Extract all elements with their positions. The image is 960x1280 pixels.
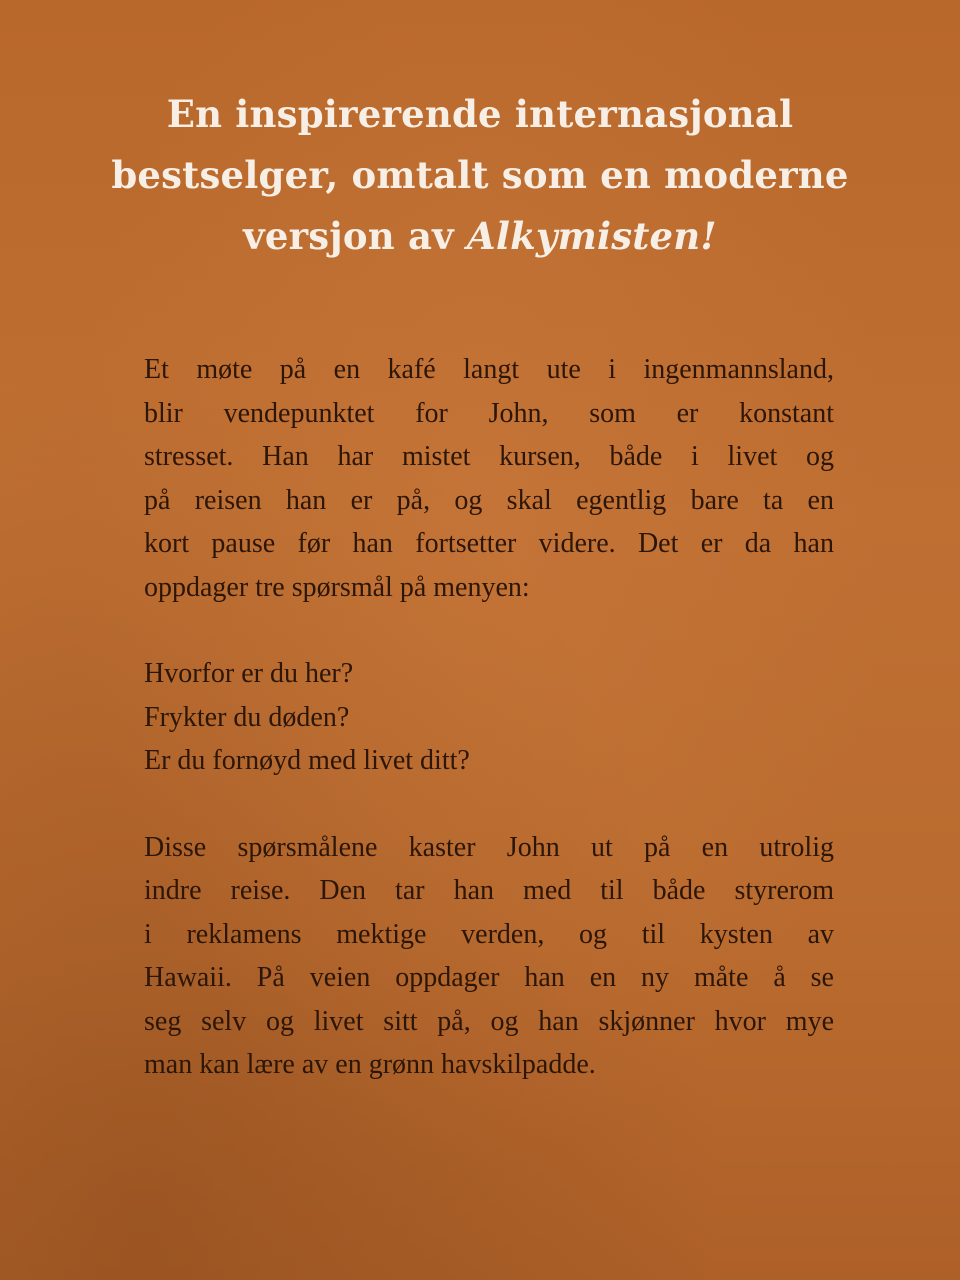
text-line: oppdager tre spørsmål på menyen: [144,571,530,603]
text-line: blir vendepunktet for John, som er konstant [144,397,834,429]
text-line: i reklamens mektige verden, og til kysten av [144,918,834,950]
paragraph-gap [144,609,834,652]
text-line: indre reise. Den tar han med til både styrerom [144,875,834,906]
text-line: Et møte på en kafé langt ute i ingenmannsland, [144,354,834,385]
text-line: seg selv og livet sitt på, og han skjønner hvor mye [144,1005,834,1037]
headline-line: bestselger, omtalt som en moderne [111,153,849,197]
question-line: Frykter du døden? [144,701,350,733]
text-line: stresset. Han har mistet kursen, både i livet og [144,441,834,472]
cover-headline [60,84,900,267]
blurb-paragraph-intro [144,348,834,609]
text-line: man kan lære av en grønn havskilpadde. [144,1049,596,1080]
blurb-paragraph-journey [144,826,834,1087]
headline-line: En inspirerende internasjonal [166,92,794,136]
blurb-text [144,348,834,1087]
text-line: Disse spørsmålene kaster John ut på en utrolig [144,831,834,863]
text-line: Hawaii. På veien oppdager han en ny måte å se [144,962,834,993]
headline-line [60,206,900,267]
book-title-reference: Alkymisten! [466,214,717,258]
text-line: kort pause før han fortsetter videre. Det er da han [144,528,834,559]
paragraph-gap [144,783,834,826]
headline-text: versjon av [243,214,467,258]
question-line: Hvorfor er du her? [144,658,354,689]
question-line: Er du fornøyd med livet ditt? [144,745,470,776]
blurb-paragraph-questions [144,652,834,783]
text-line: på reisen han er på, og skal egentlig bare ta en [144,484,834,516]
